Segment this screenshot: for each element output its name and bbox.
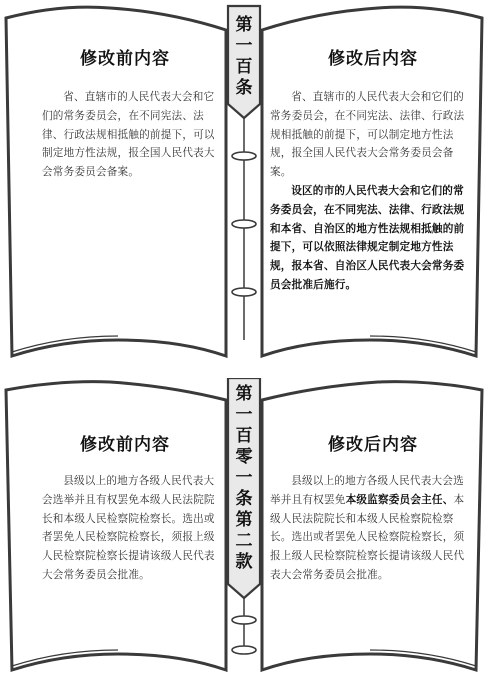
right-page-heading: 修改后内容 bbox=[328, 435, 418, 455]
right-page-heading: 修改后内容 bbox=[328, 49, 418, 69]
left-page-body: 县级以上的地方各级人民代表大会选举并且有权罢免本级人民法院院长和本级人民检察院检察长。选出或者罢免人民检察院检察长，须报上级人民检察院检察长提请该级人民代表大会常务委员会批准。 bbox=[42, 475, 215, 581]
added-phrase: 本级监察委员会主任、 bbox=[345, 493, 454, 506]
left-page-heading: 修改前内容 bbox=[80, 435, 170, 455]
left-page-body: 省、直辖市的人民代表大会和它们的常务委员会，在不同宪法、法律、行政法规相抵触的前提下，可以制定地方性法规，报全国人民代表大会常务委员会备案。 bbox=[42, 91, 215, 179]
article-number-tab: 第 一 百 条 bbox=[235, 15, 253, 98]
right-page-body: 县级以上的地方各级人民代表大会选举并且有权罢免本级监察委员会主任、本级人民法院院长和本级人民检察院检察长。选出或者罢免人民检察院检察长，须报上级人民检察院检察长提请该级人民代表大会常务委员会批准。 bbox=[270, 475, 465, 581]
added-paragraph: 设区的市的人民代表大会和它们的常务委员会，在不同宪法、法律、行政法规和本省、自治区的地方性法规相抵触的前提下，可以依照法律规定制定地方性法规，报本省、自治区人民代表大会常务委员会批准后施行。 bbox=[270, 184, 465, 291]
left-page-heading: 修改前内容 bbox=[80, 49, 170, 69]
article-101-section bbox=[0, 378, 489, 686]
article-number-tab: 第 一 百 零 一 条 第 二 款 bbox=[235, 384, 253, 572]
right-page-body: 省、直辖市的人民代表大会和它们的常务委员会，在不同宪法、法律、行政法规相抵触的前提下，可以制定地方性法规，报全国人民代表大会常务委员会备案。 设区的市的人民代表大会和它们的常务委员会，在不同宪法、法律、行政法规和本省、自治区的地方性法规相抵触的前提下，可以依照法律规定制定地方性法规，报本省、自治区人民代表大会常务委员会批准后施行。 bbox=[270, 88, 471, 295]
